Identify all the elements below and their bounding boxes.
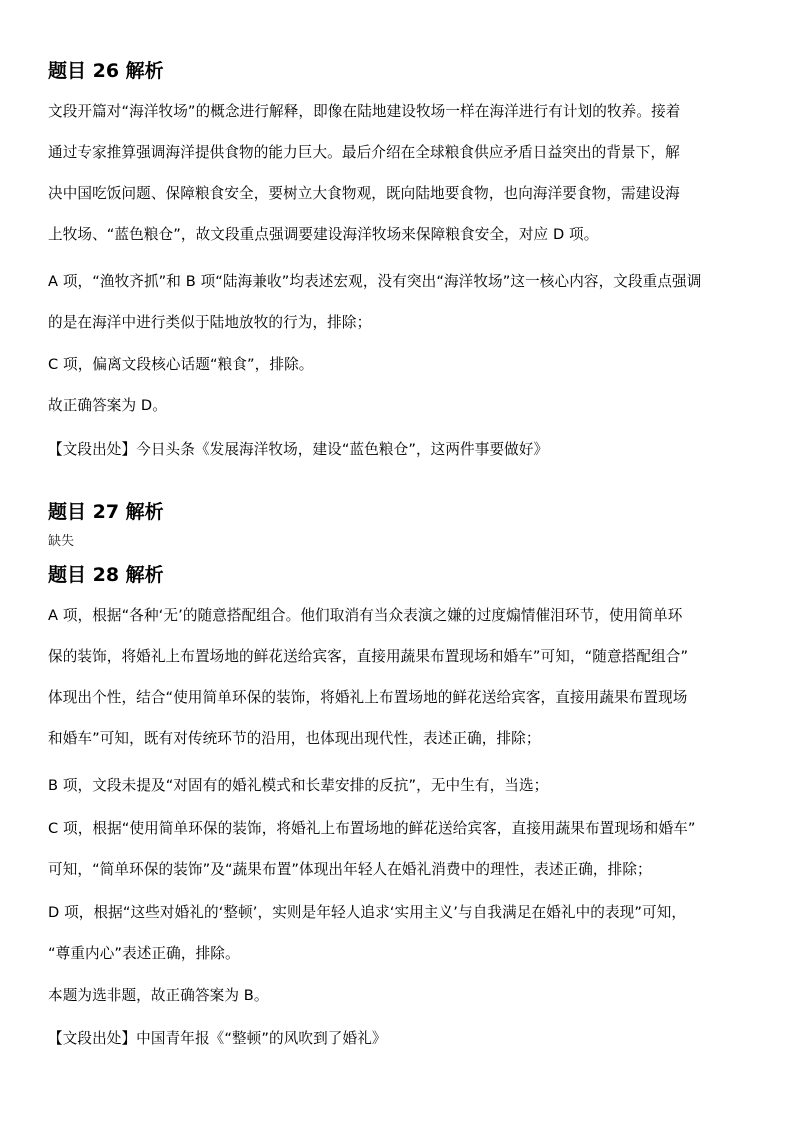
q26-p4-line-1: 故正确答案为 D。 [48,397,167,414]
q28-source-line: 【文段出处】中国青年报《“整顿”的风吹到了婚礼》 [48,1030,387,1047]
q28-p1-line-3: 体现出个性，结合“使用简单环保的装饰，将婚礼上布置场地的鲜花送给宾客，直接用蔬果布置现场 [48,689,688,706]
q28-p3-line-1: C 项，根据“使用简单环保的装饰，将婚礼上布置场地的鲜花送给宾客，直接用蔬果布置现场和婚车” [48,820,696,837]
q26-p2-line-1: A 项，“渔牧齐抓”和 B 项“陆海兼收”均表述宏观，没有突出“海洋牧场”这一核心内容，文段重点强调 [48,273,702,290]
q26-p1-line-2: 通过专家推算强调海洋提供食物的能力巨大。最后介绍在全球粮食供应矛盾日益突出的背景下，解 [48,144,680,161]
q28-p1-line-2: 保的装饰，将婚礼上布置场地的鲜花送给宾客，直接用蔬果布置现场和婚车”可知，“随意搭配组合” [48,648,689,665]
q26-p3-line-1: C 项，偏离文段核心话题“粮食”，排除。 [48,356,314,373]
q26-p2-line-2: 的是在海洋中进行类似于陆地放牧的行为，排除； [48,314,372,331]
q28-paragraph-3 [48,808,758,890]
q26-paragraph-1 [48,91,758,255]
q26-p1-line-3: 决中国吃饭问题、保障粮食安全，要树立大食物观，既向陆地要食物，也向海洋要食物，需建设海 [48,185,680,202]
q26-p1-line-4: 上牧场、“蓝色粮仓”，故文段重点强调要建设海洋牧场来保障粮食安全，对应 D 项。 [48,226,599,243]
q28-paragraph-2 [48,765,758,806]
q28-p2-line-1: B 项，文段未提及“对固有的婚礼模式和长辈安排的反抗”，无中生有，当选； [48,777,549,794]
q26-paragraph-2 [48,261,758,343]
q28-p3-line-2: 可知，“简单环保的装饰”及“蔬果布置”体现出年轻人在婚礼消费中的理性，表述正确，排除； [48,861,652,878]
q28-p1-line-1: A 项，根据“各种‘无’的随意搭配组合。他们取消有当众表演之嫌的过度煽情催泪环节，使用简单环 [48,607,683,624]
q26-source [48,429,758,470]
q26-paragraph-3 [48,344,758,385]
q28-p4-line-2: “尊重内心”表述正确，排除。 [48,945,240,962]
q26-p1-line-1: 文段开篇对“海洋牧场”的概念进行解释，即像在陆地建设牧场一样在海洋进行有计划的牧养。接着 [48,103,681,120]
q27-heading: 题目 27 解析 [48,501,164,523]
q28-source [48,1018,758,1059]
q28-p1-line-4: 和婚车”可知，既有对传统环节的沿用，也体现出现代性，表述正确，排除； [48,730,541,747]
q28-paragraph-5 [48,975,758,1016]
q28-heading: 题目 28 解析 [48,564,164,586]
q27-missing-note: 缺失 [48,534,75,549]
q26-source-line: 【文段出处】今日头条《发展海洋牧场，建设“蓝色粮仓”，这两件事要做好》 [48,441,549,458]
q28-paragraph-4 [48,892,758,974]
q28-p4-line-1: D 项，根据“这些对婚礼的‘整顿’，实则是年轻人追求‘实用主义’与自我满足在婚礼中的表现”可知， [48,904,687,921]
q28-paragraph-1 [48,595,758,759]
q28-p5-line-1: 本题为选非题，故正确答案为 B。 [48,987,269,1004]
q26-heading: 题目 26 解析 [48,60,164,82]
q26-paragraph-4 [48,385,758,426]
